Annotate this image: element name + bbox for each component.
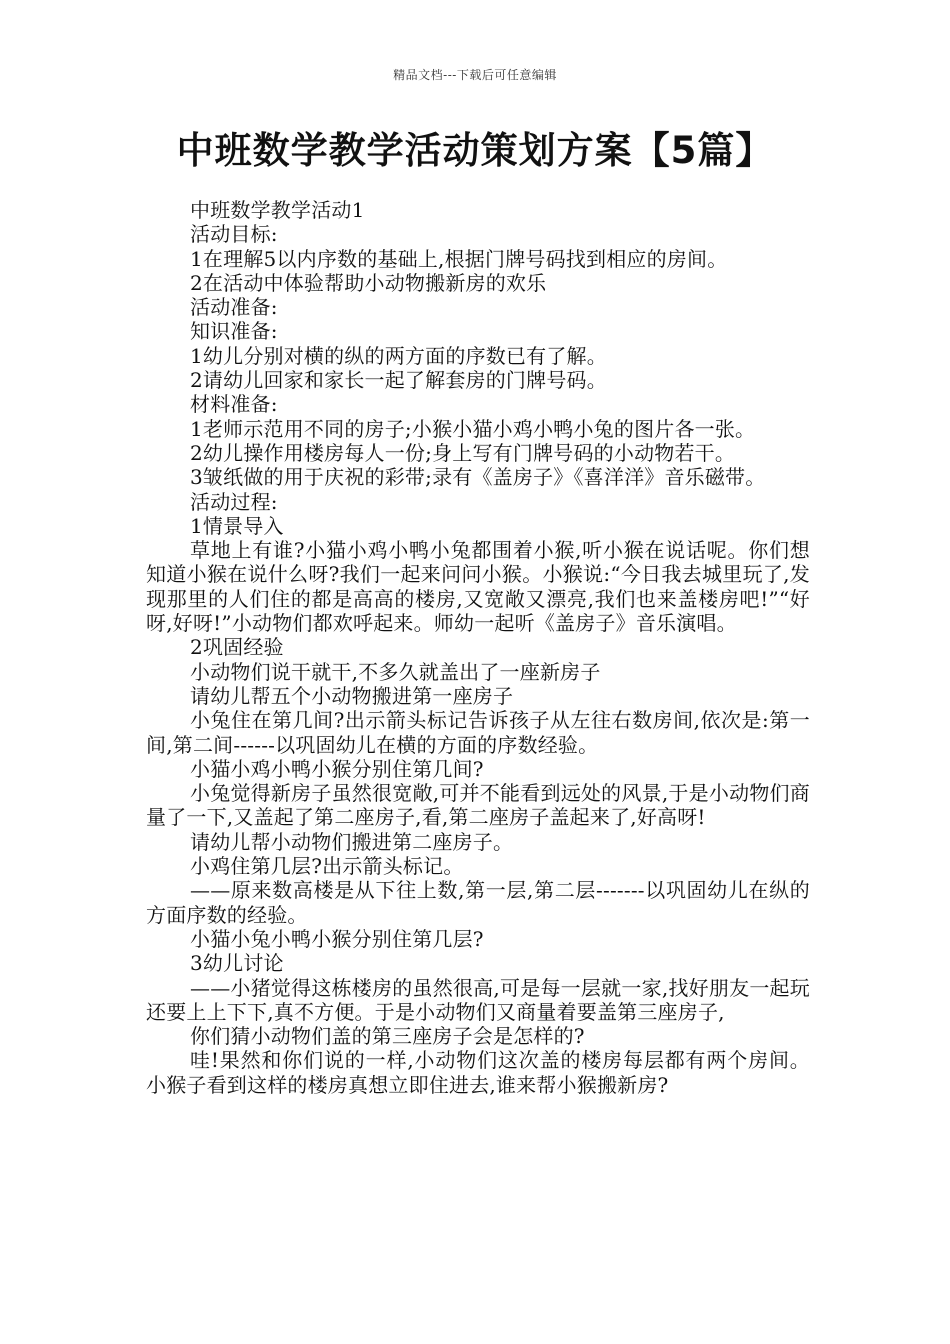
paragraph: 草地上有谁?小猫小鸡小鸭小兔都围着小猴,听小猴在说话呢。你们想知道小猴在说什么呀?我们一起来问问小猴。小猴说:“今日我去城里玩了,发现那里的人们住的都是高高的楼房,又宽敞又漂亮,我们也来盖楼房吧!”“好呀,好呀!”小动物们都欢呼起来。师幼一起听《盖房子》音乐演唱。 (146, 538, 810, 636)
paragraph: 1在理解5以内序数的基础上,根据门牌号码找到相应的房间。 (190, 246, 728, 271)
paragraph: 1情景导入 (190, 513, 284, 538)
paragraph: 小兔觉得新房子虽然很宽敞,可并不能看到远处的风景,于是小动物们商量了一下,又盖起了第二座房子,看,第二座房子盖起来了,好高呀! (146, 781, 810, 830)
paragraph: 2请幼儿回家和家长一起了解套房的门牌号码。 (190, 368, 607, 393)
paragraph: 活动目标: (190, 222, 278, 247)
page-header: 精品文档---下载后可任意编辑 (393, 68, 557, 82)
paragraph: 1幼儿分别对横的纵的两方面的序数已有了解。 (190, 343, 607, 368)
paragraph: 3幼儿讨论 (190, 951, 284, 976)
paragraph: 1老师示范用不同的房子;小猴小猫小鸡小鸭小兔的图片各一张。 (190, 416, 756, 441)
document-title: 中班数学教学活动策划方案【5篇】 (176, 129, 774, 172)
paragraph: 3皱纸做的用于庆祝的彩带;录有《盖房子》《喜洋洋》音乐磁带。 (190, 465, 766, 490)
paragraph: ——原来数高楼是从下往上数,第一层,第二层-------以巩固幼儿在纵的方面序数的经验。 (146, 878, 810, 927)
paragraph: 材料准备: (190, 392, 278, 417)
paragraph: 2在活动中体验帮助小动物搬新房的欢乐 (190, 270, 547, 295)
paragraph: 小鸡住第几层?出示箭头标记。 (190, 854, 464, 879)
paragraph: ——小猪觉得这栋楼房的虽然很高,可是每一层就一家,找好朋友一起玩还要上上下下,真不方便。于是小动物们又商量着要盖第三座房子, (146, 975, 810, 1024)
paragraph: 活动准备: (190, 295, 278, 320)
paragraph: 活动过程: (190, 489, 278, 514)
paragraph: 请幼儿帮小动物们搬进第二座房子。 (190, 829, 514, 854)
paragraph: 你们猜小动物们盖的第三座房子会是怎样的? (190, 1024, 585, 1049)
paragraph: 小动物们说干就干,不多久就盖出了一座新房子 (190, 659, 601, 684)
paragraph: 哇!果然和你们说的一样,小动物们这次盖的楼房每层都有两个房间。小猴子看到这样的楼房真想立即住进去,谁来帮小猴搬新房? (146, 1048, 810, 1097)
paragraph: 2巩固经验 (190, 635, 284, 660)
paragraph: 知识准备: (190, 319, 278, 344)
paragraph: 小猫小鸡小鸭小猴分别住第几间? (190, 756, 484, 781)
paragraph: 2幼儿操作用楼房每人一份;身上写有门牌号码的小动物若干。 (190, 440, 736, 465)
paragraph: 小猫小兔小鸭小猴分别住第几层? (190, 926, 484, 951)
document-body (146, 198, 810, 1097)
paragraph: 请幼儿帮五个小动物搬进第一座房子 (190, 683, 514, 708)
paragraph: 中班数学教学活动1 (190, 198, 365, 222)
paragraph: 小兔住在第几间?出示箭头标记告诉孩子从左往右数房间,依次是:第一间,第二间------以巩固幼儿在横的方面的序数经验。 (146, 708, 810, 757)
